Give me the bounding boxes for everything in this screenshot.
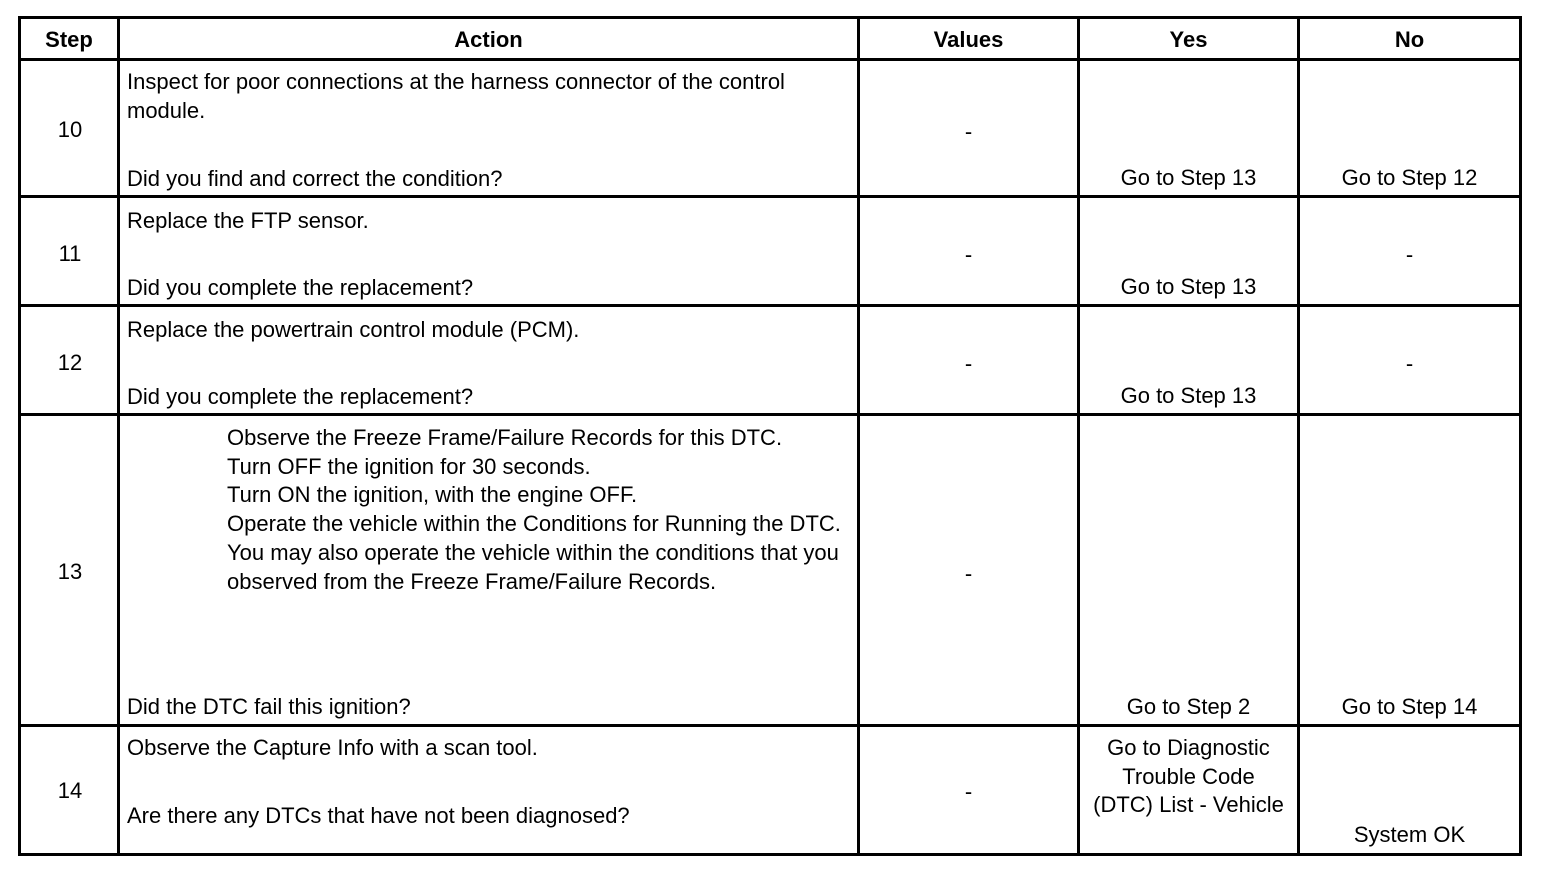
yes-cell: Go to Diagnostic Trouble Code (DTC) List - Vehicle xyxy=(1093,735,1284,818)
action-question: Did the DTC fail this ignition? xyxy=(127,694,411,719)
step-number: 11 xyxy=(58,241,82,266)
action-steps-list xyxy=(227,424,847,596)
yes-cell: Go to Step 13 xyxy=(1120,165,1257,190)
column-divider xyxy=(1297,19,1300,853)
column-divider xyxy=(1077,19,1080,853)
action-question: Did you find and correct the condition? xyxy=(127,166,503,191)
values-cell: - xyxy=(964,242,973,267)
diagnostic-table xyxy=(18,16,1522,856)
action-question: Are there any DTCs that have not been diagnosed? xyxy=(127,803,630,828)
action-text: Replace the FTP sensor. xyxy=(127,208,369,233)
action-step: Operate the vehicle within the Conditions for Running the DTC. You may also operate the vehicle within the conditions that you observed from the Freeze Frame/Failure Records. xyxy=(227,511,841,594)
row-divider xyxy=(21,413,1519,416)
no-cell: Go to Step 12 xyxy=(1341,165,1478,190)
yes-cell: Go to Step 13 xyxy=(1120,274,1257,299)
no-cell: - xyxy=(1405,242,1414,267)
column-divider xyxy=(117,19,120,853)
no-cell: - xyxy=(1405,351,1414,376)
header-step: Step xyxy=(45,27,93,52)
header-action: Action xyxy=(454,27,523,52)
row-divider xyxy=(21,58,1519,61)
step-number: 10 xyxy=(57,117,83,142)
action-step: Turn ON the ignition, with the engine OFF. xyxy=(227,482,638,508)
action-text: Replace the powertrain control module (PCM). xyxy=(127,317,580,342)
row-divider xyxy=(21,304,1519,307)
header-yes: Yes xyxy=(1169,27,1208,52)
step-number: 13 xyxy=(57,559,83,584)
action-step: Observe the Freeze Frame/Failure Records for this DTC. xyxy=(227,425,783,450)
header-values: Values xyxy=(933,27,1004,52)
yes-cell: Go to Step 13 xyxy=(1120,383,1257,408)
action-step: Turn OFF the ignition for 30 seconds. xyxy=(227,453,591,479)
values-cell: - xyxy=(964,351,973,376)
action-question: Did you complete the replacement? xyxy=(127,275,474,300)
step-number: 12 xyxy=(57,350,83,375)
header-no: No xyxy=(1394,27,1425,52)
action-question: Did you complete the replacement? xyxy=(127,384,474,409)
values-cell: - xyxy=(964,779,973,804)
action-text: Inspect for poor connections at the harness connector of the control module. xyxy=(127,69,785,123)
action-text: Observe the Capture Info with a scan tool. xyxy=(127,735,538,760)
yes-cell: Go to Step 2 xyxy=(1126,694,1251,719)
row-divider xyxy=(21,195,1519,198)
no-cell: Go to Step 14 xyxy=(1341,694,1478,719)
row-divider xyxy=(21,724,1519,727)
values-cell: - xyxy=(964,561,973,586)
step-number: 14 xyxy=(57,778,83,803)
no-cell: System OK xyxy=(1353,822,1466,847)
values-cell: - xyxy=(964,119,973,144)
